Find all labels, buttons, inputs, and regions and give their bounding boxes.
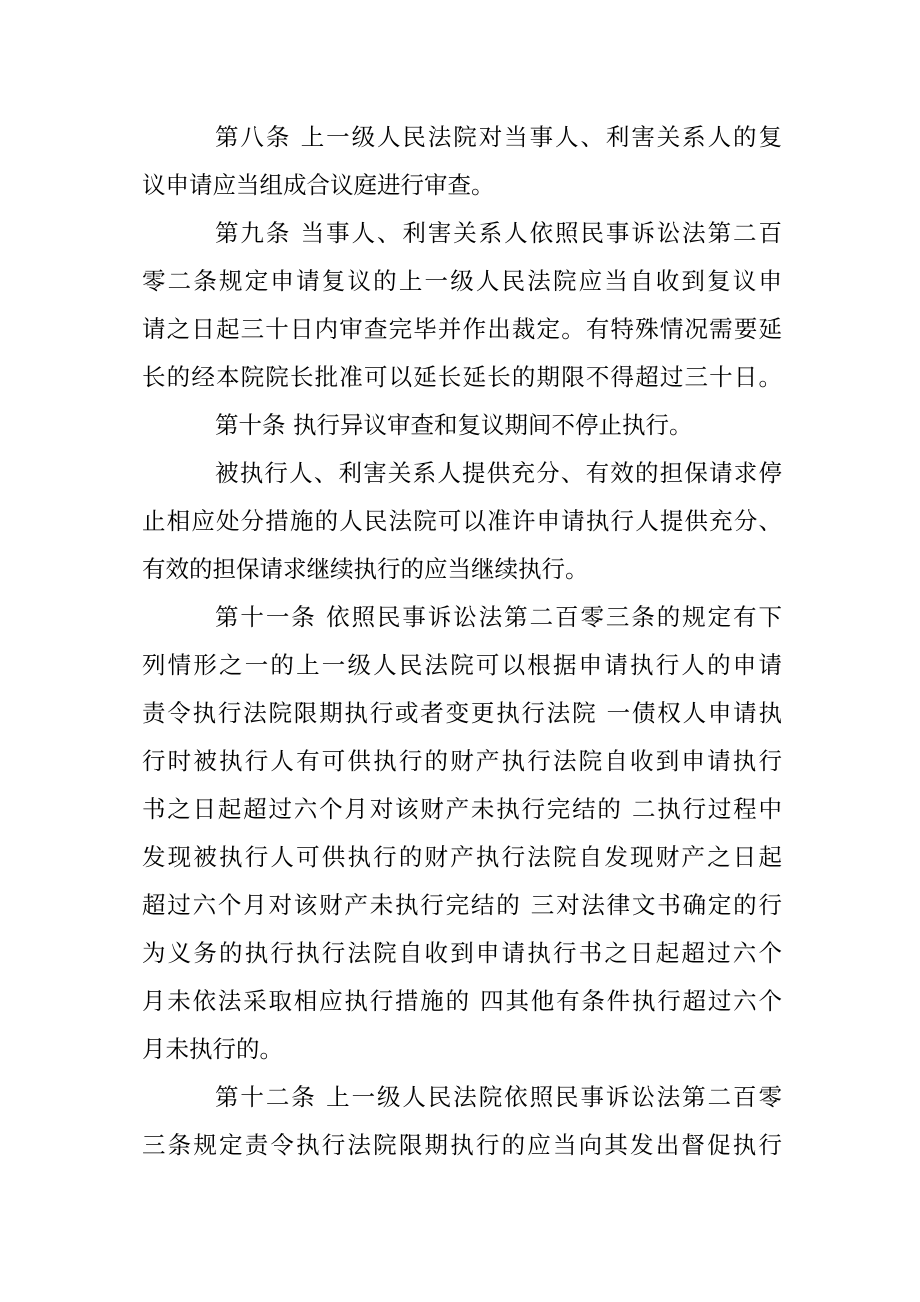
article-10-para-2-line-2: 止相应处分措施的人民法院可以准许申请执行人提供充分、 <box>142 507 782 535</box>
article-11-line-8: 为义务的执行执行法院自收到申请执行书之日起超过六个 <box>142 939 782 967</box>
article-10-para-2-line-1: 被执行人、利害关系人提供充分、有效的担保请求停 <box>215 459 782 487</box>
article-11-line-5: 书之日起超过六个月对该财产未执行完结的 二执行过程中 <box>142 795 782 823</box>
article-8-line-1: 第八条 上一级人民法院对当事人、利害关系人的复 <box>215 123 782 151</box>
article-9-line-1: 第九条 当事人、利害关系人依照民事诉讼法第二百 <box>215 219 782 247</box>
article-11-line-2: 列情形之一的上一级人民法院可以根据申请执行人的申请 <box>142 651 782 679</box>
article-12-line-2: 三条规定责令执行法院限期执行的应当向其发出督促执行 <box>142 1131 782 1159</box>
article-8-line-2: 议申请应当组成合议庭进行审查。 <box>142 171 495 199</box>
article-11-line-10: 月未执行的。 <box>142 1035 283 1063</box>
article-10-line-1: 第十条 执行异议审查和复议期间不停止执行。 <box>215 411 693 439</box>
article-11-line-1: 第十一条 依照民事诉讼法第二百零三条的规定有下 <box>215 603 782 631</box>
article-11-line-4: 行时被执行人有可供执行的财产执行法院自收到申请执行 <box>142 747 782 775</box>
article-11-line-9: 月未依法采取相应执行措施的 四其他有条件执行超过六个 <box>142 987 782 1015</box>
article-11-line-7: 超过六个月对该财产未执行完结的 三对法律文书确定的行 <box>142 891 782 919</box>
article-11-line-3: 责令执行法院限期执行或者变更执行法院 一债权人申请执 <box>142 699 782 727</box>
article-10-para-2-line-3: 有效的担保请求继续执行的应当继续执行。 <box>142 555 589 583</box>
article-9-line-2: 零二条规定申请复议的上一级人民法院应当自收到复议申 <box>142 267 782 295</box>
article-12-line-1: 第十二条 上一级人民法院依照民事诉讼法第二百零 <box>215 1083 782 1111</box>
article-9-line-4: 长的经本院院长批准可以延长延长的期限不得超过三十日。 <box>142 363 782 391</box>
article-11-line-6: 发现被执行人可供执行的财产执行法院自发现财产之日起 <box>142 843 782 871</box>
article-9-line-3: 请之日起三十日内审查完毕并作出裁定。有特殊情况需要延 <box>142 315 782 343</box>
